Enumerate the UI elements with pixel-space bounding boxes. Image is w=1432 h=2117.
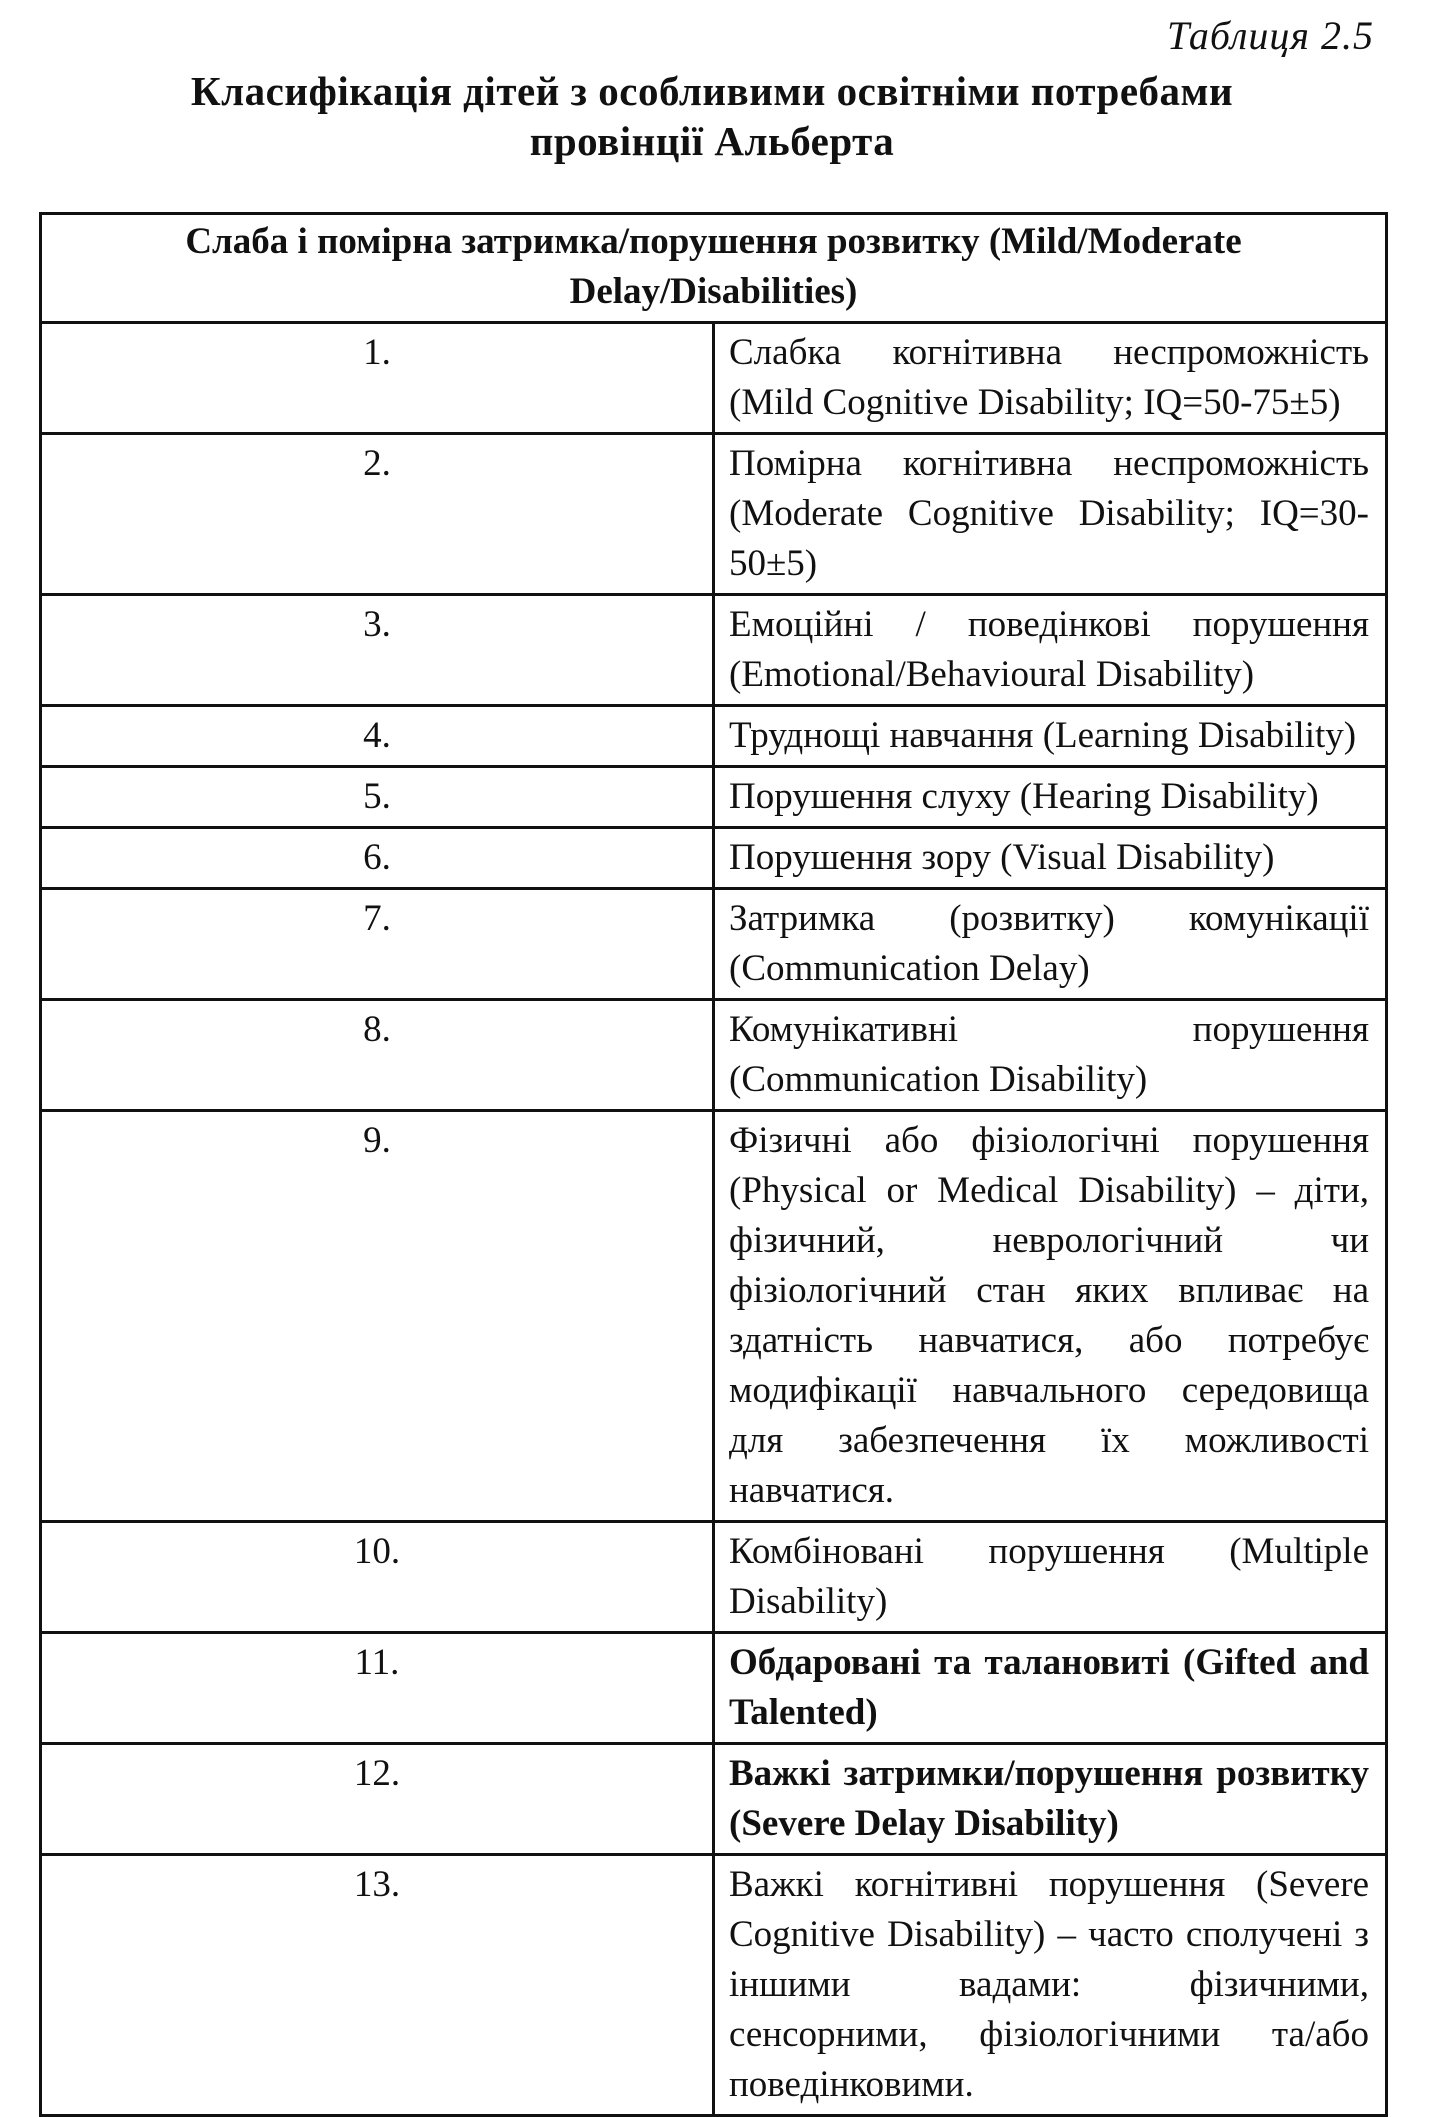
row-text: Слабка когнітивна неспроможність (Mild Cognitive Disability; IQ=50-75±5) <box>714 323 1387 434</box>
row-text: Комбіновані порушення (Multiple Disability) <box>714 1522 1387 1633</box>
row-text: Порушення слуху (Hearing Disability) <box>714 767 1387 828</box>
table-row <box>41 434 1387 595</box>
row-number: 6. <box>41 828 714 889</box>
table-row <box>41 889 1387 1000</box>
row-text: Емоційні / поведінкові порушення (Emotional/Behavioural Disability) <box>714 595 1387 706</box>
row-number: 8. <box>41 1000 714 1111</box>
table-row <box>41 1000 1387 1111</box>
table-caption: Таблиця 2.5 <box>1167 13 1374 58</box>
row-text: Важкі затримки/порушення розвитку (Severe Delay Disability) <box>714 1744 1387 1855</box>
classification-table <box>39 212 1388 2117</box>
row-number: 7. <box>41 889 714 1000</box>
title-line-2: провінції Альберта <box>529 118 895 164</box>
table-header-cell: Слаба і помірна затримка/порушення розвитку (Mild/Moderate Delay/Disabilities) <box>41 214 1387 323</box>
row-number: 3. <box>41 595 714 706</box>
row-text: Труднощі навчання (Learning Disability) <box>714 706 1387 767</box>
table-row <box>41 1111 1387 1522</box>
document-title <box>40 66 1384 166</box>
row-number: 11. <box>41 1633 714 1744</box>
row-text: Порушення зору (Visual Disability) <box>714 828 1387 889</box>
row-text: Важкі когнітивні порушення (Severe Cognitive Disability) – часто сполучені з іншими вадами: фізичними, сенсорними, фізіологічними та/або поведінковими. <box>714 1855 1387 2116</box>
title-line-1: Класифікація дітей з особливими освітніми потребами <box>190 68 1234 114</box>
row-number: 9. <box>41 1111 714 1522</box>
table-row <box>41 1522 1387 1633</box>
row-number: 13. <box>41 1855 714 2116</box>
row-number: 4. <box>41 706 714 767</box>
table-row <box>41 1633 1387 1744</box>
table-row <box>41 595 1387 706</box>
row-text: Обдаровані та талановиті (Gifted and Talented) <box>714 1633 1387 1744</box>
row-number: 2. <box>41 434 714 595</box>
table-row <box>41 706 1387 767</box>
row-text: Комунікативні порушення (Communication Disability) <box>714 1000 1387 1111</box>
row-number: 5. <box>41 767 714 828</box>
table-row <box>41 767 1387 828</box>
table-row <box>41 1744 1387 1855</box>
row-number: 12. <box>41 1744 714 1855</box>
row-text: Фізичні або фізіологічні порушення (Physical or Medical Disability) – діти, фізичний, неврологічний чи фізіологічний стан яких впливає на здатність навчатися, або потребує модифікації навчального середовища для забезпечення їх можливості навчатися. <box>714 1111 1387 1522</box>
row-number: 10. <box>41 1522 714 1633</box>
row-text: Затримка (розвитку) комунікації (Communication Delay) <box>714 889 1387 1000</box>
row-number: 1. <box>41 323 714 434</box>
table-row <box>41 323 1387 434</box>
table-row <box>41 828 1387 889</box>
table-header-row <box>41 214 1387 323</box>
table-row <box>41 1855 1387 2116</box>
row-text: Помірна когнітивна неспроможність (Moderate Cognitive Disability; IQ=30-50±5) <box>714 434 1387 595</box>
